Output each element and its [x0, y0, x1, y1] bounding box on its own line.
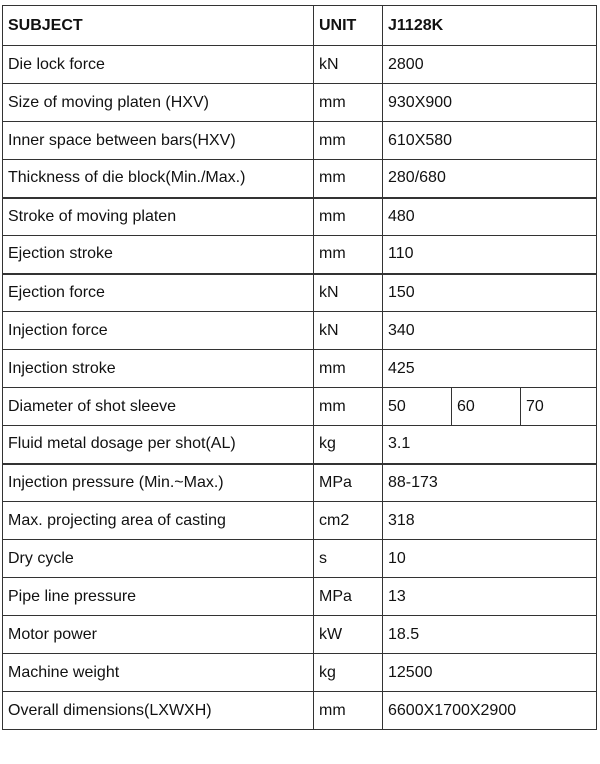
value-cell: 6600X1700X2900 — [383, 692, 597, 730]
value-cell: 480 — [383, 198, 597, 236]
unit-cell: mm — [314, 692, 383, 730]
table-row — [3, 84, 597, 122]
table-row — [3, 388, 597, 426]
unit-cell: mm — [314, 84, 383, 122]
table-row — [3, 464, 597, 502]
unit-cell: kN — [314, 312, 383, 350]
table-row — [3, 274, 597, 312]
subject-cell: Dry cycle — [3, 540, 314, 578]
value-cell: 88-173 — [383, 464, 597, 502]
subject-cell: Size of moving platen (HXV) — [3, 84, 314, 122]
value-cell: 425 — [383, 350, 597, 388]
subject-cell: Injection force — [3, 312, 314, 350]
unit-cell: mm — [314, 122, 383, 160]
table-row — [3, 502, 597, 540]
table-row — [3, 312, 597, 350]
unit-header: UNIT — [314, 6, 383, 46]
subject-cell: Motor power — [3, 616, 314, 654]
value-cell: 150 — [383, 274, 597, 312]
subject-cell: Ejection stroke — [3, 236, 314, 274]
unit-cell: kN — [314, 46, 383, 84]
value-cell: 3.1 — [383, 426, 597, 464]
unit-cell: kg — [314, 654, 383, 692]
subject-cell: Ejection force — [3, 274, 314, 312]
value-cell: 610X580 — [383, 122, 597, 160]
value-cell: 18.5 — [383, 616, 597, 654]
unit-cell: cm2 — [314, 502, 383, 540]
model-header: J1128K — [383, 6, 597, 46]
value-cell: 340 — [383, 312, 597, 350]
table-row — [3, 198, 597, 236]
subject-cell: Machine weight — [3, 654, 314, 692]
unit-cell: mm — [314, 350, 383, 388]
value-cell: 110 — [383, 236, 597, 274]
unit-cell: kg — [314, 426, 383, 464]
table-row — [3, 692, 597, 730]
unit-cell: mm — [314, 236, 383, 274]
subject-header: SUBJECT — [3, 6, 314, 46]
value-cell: 50 — [383, 388, 452, 426]
table-row — [3, 160, 597, 198]
unit-cell: mm — [314, 198, 383, 236]
subject-cell: Die lock force — [3, 46, 314, 84]
subject-cell: Injection pressure (Min.~Max.) — [3, 464, 314, 502]
unit-cell: s — [314, 540, 383, 578]
table-row — [3, 236, 597, 274]
unit-cell: mm — [314, 388, 383, 426]
subject-cell: Stroke of moving platen — [3, 198, 314, 236]
table-row — [3, 46, 597, 84]
unit-cell: kW — [314, 616, 383, 654]
table-row — [3, 654, 597, 692]
table-row — [3, 122, 597, 160]
value-cell: 10 — [383, 540, 597, 578]
table-row — [3, 540, 597, 578]
value-cell: 13 — [383, 578, 597, 616]
value-cell: 12500 — [383, 654, 597, 692]
unit-cell: MPa — [314, 578, 383, 616]
subject-cell: Max. projecting area of casting — [3, 502, 314, 540]
subject-cell: Fluid metal dosage per shot(AL) — [3, 426, 314, 464]
value-cell: 280/680 — [383, 160, 597, 198]
unit-cell: kN — [314, 274, 383, 312]
unit-cell: MPa — [314, 464, 383, 502]
value-cell: 70 — [521, 388, 597, 426]
unit-cell: mm — [314, 160, 383, 198]
subject-cell: Overall dimensions(LXWXH) — [3, 692, 314, 730]
table-row — [3, 350, 597, 388]
subject-cell: Pipe line pressure — [3, 578, 314, 616]
value-cell: 2800 — [383, 46, 597, 84]
subject-cell: Inner space between bars(HXV) — [3, 122, 314, 160]
subject-cell: Thickness of die block(Min./Max.) — [3, 160, 314, 198]
table-row — [3, 578, 597, 616]
header-row — [3, 6, 597, 46]
value-cell: 60 — [452, 388, 521, 426]
value-cell: 318 — [383, 502, 597, 540]
specifications-table — [2, 5, 597, 730]
table-row — [3, 426, 597, 464]
table-row — [3, 616, 597, 654]
value-cell: 930X900 — [383, 84, 597, 122]
subject-cell: Diameter of shot sleeve — [3, 388, 314, 426]
subject-cell: Injection stroke — [3, 350, 314, 388]
